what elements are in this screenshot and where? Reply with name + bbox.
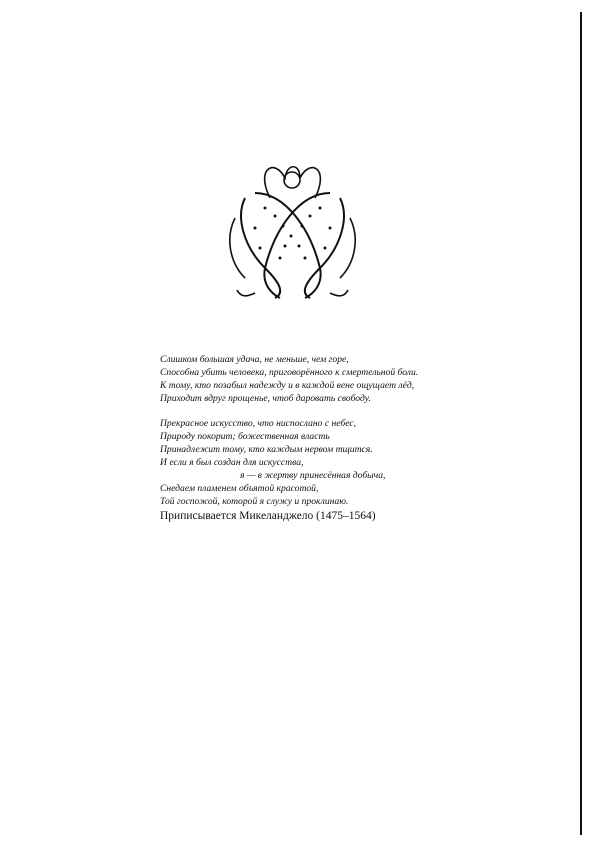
poem-line: К тому, кто позабыл надежду и в каждой вене ощущает лёд, [160,380,415,391]
poem-line: Природу покорит; божественная власть [160,431,330,442]
poem-line: Принадлежит тому, кто каждым нервом тщится. [160,444,373,455]
poem-line: Той госпожой, которой я служу и проклинаю. [160,496,349,507]
poem-line: Способна убить человека, приговорённого к смертельной боли. [160,367,419,378]
attribution: Приписывается Микеланджело (1475–1564) [160,510,376,522]
two-fish-emblem-icon [225,158,360,303]
poem-line: я — в жертву принесённая добыча, [240,470,386,481]
poem-line: Прекрасное искусство, что ниспослано с небес, [160,418,356,429]
stanza-1 [160,353,418,405]
poem-line: И если я был создан для искусства, [160,457,304,468]
stanza-2 [160,417,418,508]
poem-line: Снедаем пламенем объятой красотой, [160,483,319,494]
poem-line: Слишком большая удача, не меньше, чем горе, [160,354,349,365]
poem-line: Приходит вдруг прощенье, чтоб даровать свободу. [160,393,371,404]
poem [160,353,418,520]
page-edge-rule [580,12,582,835]
